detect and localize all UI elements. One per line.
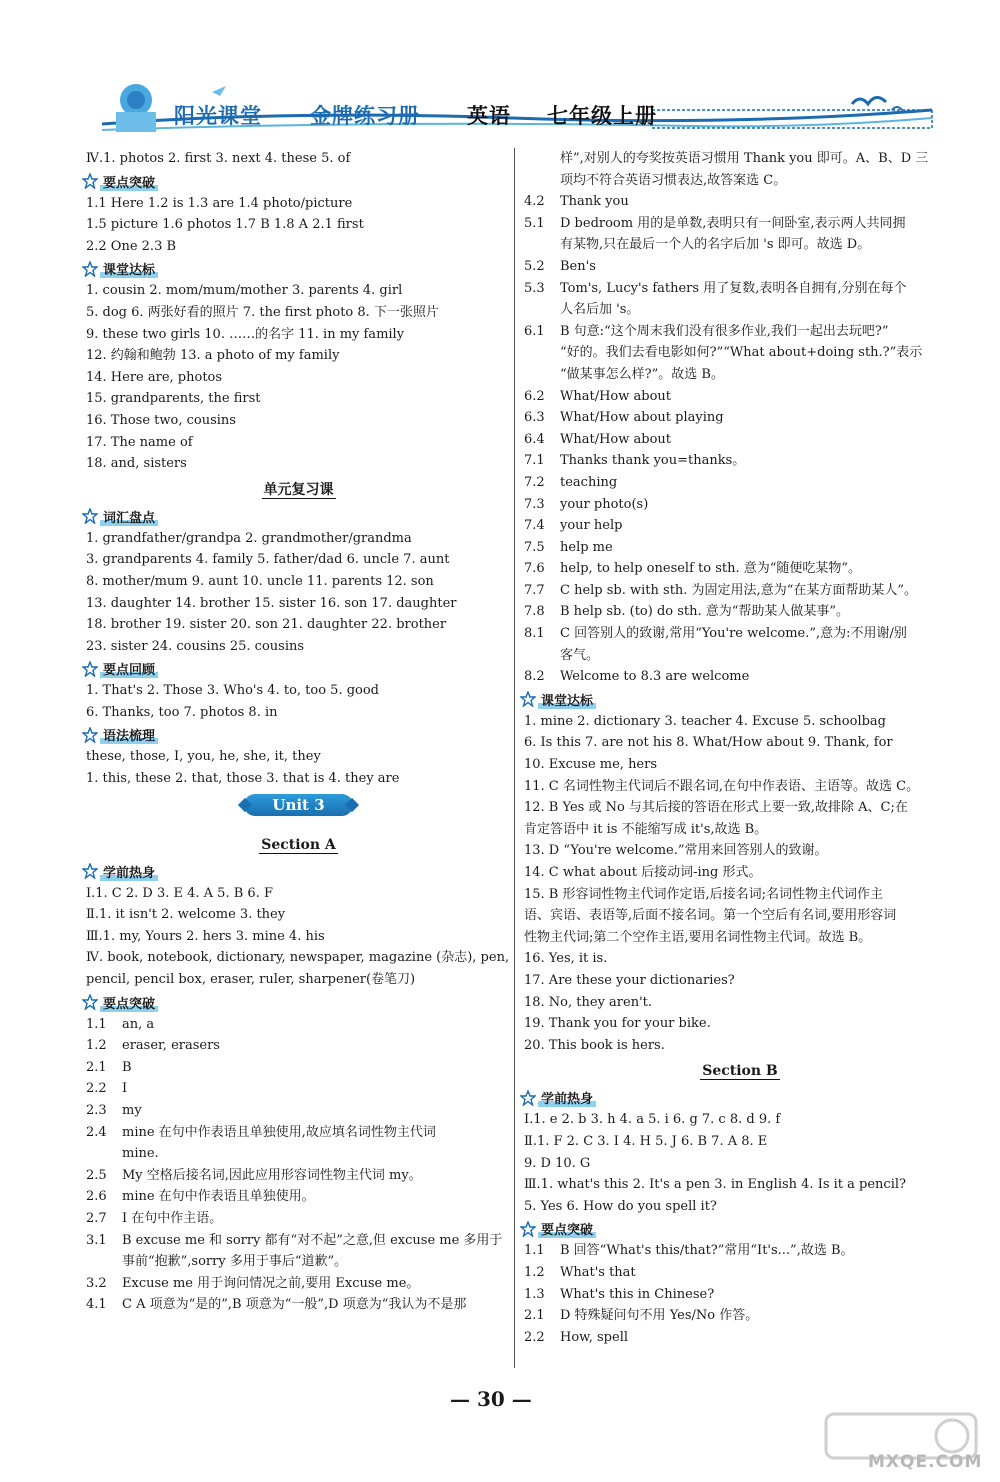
star-icon xyxy=(82,994,98,1010)
answer-line: 12. 约翰和鲍勃 13. a photo of my family xyxy=(86,348,340,364)
answer-line: 2.2 How, spell xyxy=(524,1329,629,1345)
star-icon xyxy=(520,1221,536,1237)
answer-line: 6.2 What/How about xyxy=(524,388,672,404)
answer-line: 事前“抱歉”,sorry 多用于事后“道歉”。 xyxy=(122,1254,348,1270)
answer-line: 10. Excuse me, hers xyxy=(524,757,658,773)
answer-line: 15. B 形容词性物主代词作定语,后接名词;名词性物主代词作主 xyxy=(524,886,884,902)
star-icon xyxy=(82,508,98,524)
answer-line: 11. C 名词性物主代词后不跟名词,在句中作表语、主语等。故选 C。 xyxy=(524,778,920,794)
answer-line: 2.6 mine 在句中作表语且单独使用。 xyxy=(86,1189,315,1205)
star-icon xyxy=(82,661,98,677)
grade-title: 七年级上册 xyxy=(547,104,657,128)
answer-line: 1.2 eraser, erasers xyxy=(86,1038,220,1054)
answer-line: 16. Those two, cousins xyxy=(86,412,236,428)
answer-line: 2.2 I xyxy=(86,1081,128,1097)
answer-line: 项均不符合英语习惯表达,故答案选 C。 xyxy=(560,172,787,188)
section-heading: 要点突破 xyxy=(82,991,511,1014)
answer-line: 20. This book is hers. xyxy=(524,1037,665,1053)
answer-line: 18. No, they aren't. xyxy=(524,994,653,1010)
answer-line: 有某物,只在最后一个人的名字后加 's 即可。故选 D。 xyxy=(560,237,871,253)
answer-line: 1.1 an, a xyxy=(86,1016,155,1032)
answer-line: 6.4 What/How about xyxy=(524,431,672,447)
answer-line: 13. daughter 14. brother 15. sister 16. son 17. daughter xyxy=(86,595,457,611)
answer-line: 人名后加 's。 xyxy=(560,302,640,318)
answer-line: 2.5 My 空格后接名词,因此应用形容词性物主代词 my。 xyxy=(86,1167,422,1183)
answer-line: 7.5 help me xyxy=(524,539,613,555)
section-heading: 要点回顾 xyxy=(82,657,511,680)
section-heading: 课堂达标 xyxy=(520,688,956,711)
answer-line: 1. grandfather/grandpa 2. grandmother/grandma xyxy=(86,530,412,546)
answer-line: 15. grandparents, the first xyxy=(86,391,261,407)
answer-line: Ⅰ.1. e 2. b 3. h 4. a 5. i 6. g 7. c 8. d 9. f xyxy=(524,1112,781,1128)
review-title: 单元复习课 xyxy=(263,481,334,498)
answer-line: 2.2 One 2.3 B xyxy=(86,238,177,254)
section-a-title: Section A xyxy=(261,836,336,853)
answer-line: Ⅱ.1. it isn't 2. welcome 3. they xyxy=(86,907,286,923)
answer-line: Ⅲ.1. what's this 2. It's a pen 3. in English 4. Is it a pencil? xyxy=(524,1177,906,1193)
star-icon xyxy=(520,691,536,707)
answer-line: pencil, pencil box, eraser, ruler, sharpener(卷笔刀) xyxy=(86,972,416,988)
answer-line: “好的。我们去看电影如何?”“What about+doing sth.?”表示 xyxy=(560,345,923,361)
answer-line: 4.2 Thank you xyxy=(524,194,629,210)
section-heading: 要点突破 xyxy=(82,170,511,193)
answer-line: 6.1 B 句意:“这个周末我们没有很多作业,我们一起出去玩吧?” xyxy=(524,323,889,339)
answer-line: 5. Yes 6. How do you spell it? xyxy=(524,1198,717,1214)
answer-line: 3.1 B excuse me 和 sorry 都有“对不起”之意,但 excuse me 多用于 xyxy=(86,1232,503,1248)
answer-line: 9. D 10. G xyxy=(524,1155,591,1171)
answer-line: 18. brother 19. sister 20. son 21. daughter 22. brother xyxy=(86,617,447,633)
answer-line: 8.1 C 回答别人的致谢,常用“You're welcome.”,意为:不用谢/别 xyxy=(524,626,907,642)
answer-line: 14. C what about 后接动词-ing 形式。 xyxy=(524,865,762,880)
answer-line: 14. Here are, photos xyxy=(86,369,223,385)
section-heading: 学前热身 xyxy=(520,1086,956,1109)
answer-line: 5. dog 6. 两张好看的照片 7. the first photo 8. 下一张照片 xyxy=(86,304,439,320)
star-icon xyxy=(82,863,98,879)
section-heading: 要点突破 xyxy=(520,1217,956,1240)
section-heading: 学前热身 xyxy=(82,860,511,883)
answer-line: 1.5 picture 1.6 photos 1.7 B 1.8 A 2.1 first xyxy=(86,217,364,233)
section-heading: 语法梳理 xyxy=(82,723,511,746)
answer-line: 2.1 D 特殊疑问句不用 Yes/No 作答。 xyxy=(524,1308,759,1324)
answer-line: 8.2 Welcome to 8.3 are welcome xyxy=(524,669,750,685)
answer-line: 19. Thank you for your bike. xyxy=(524,1016,711,1032)
answer-line: 7.2 teaching xyxy=(524,474,618,490)
answer-line: Ⅳ. book, notebook, dictionary, newspaper, magazine (杂志), pen, xyxy=(86,950,510,966)
answer-line: 5.1 D bedroom 用的是单数,表明只有一间卧室,表示两人共同拥 xyxy=(524,215,906,231)
page-number: — 30 — xyxy=(450,1387,532,1411)
star-icon xyxy=(82,173,98,189)
answer-line: 7.7 C help sb. with sth. 为固定用法,意为“在某方面帮助某人”。 xyxy=(524,582,917,598)
answer-line: 18. and, sisters xyxy=(86,456,187,472)
section-heading: 课堂达标 xyxy=(82,257,511,280)
answer-line: 9. these two girls 10. ……的名字 11. in my family xyxy=(86,326,405,342)
answer-line: 8. mother/mum 9. aunt 10. uncle 11. parents 12. son xyxy=(86,573,434,589)
answer-line: 4.1 C A 项意为“是的”,B 项意为“一般”,D 项意为“我认为不是那 xyxy=(86,1297,467,1313)
unit-badge: Unit 3 xyxy=(86,790,511,830)
answer-line: mine. xyxy=(122,1146,159,1162)
bird-icon xyxy=(852,97,886,104)
answer-line: 23. sister 24. cousins 25. cousins xyxy=(86,638,305,654)
answer-line: 性物主代词;第二个空作主语,要用名词性物主代词。故选 B。 xyxy=(524,929,872,945)
answer-line: 1.3 What's this in Chinese? xyxy=(524,1286,715,1302)
answer-line: 6. Thanks, too 7. photos 8. in xyxy=(86,704,278,720)
watermark-text: MXQE.COM xyxy=(868,1452,983,1472)
answer-line: Ⅰ.1. C 2. D 3. E 4. A 5. B 6. F xyxy=(86,885,273,901)
answer-line: 6. Is this 7. are not his 8. What/How about 9. Thank, for xyxy=(524,735,893,751)
subject-title: 英语 xyxy=(467,104,511,128)
answer-line: 样”,对别人的夸奖按英语习惯用 Thank you 即可。A、B、D 三 xyxy=(560,151,929,166)
answer-line: 3.2 Excuse me 用于询问情况之前,要用 Excuse me。 xyxy=(86,1275,420,1291)
answer-line: 7.3 your photo(s) xyxy=(524,496,649,512)
answer-line: 1. cousin 2. mom/mum/mother 3. parents 4. girl xyxy=(86,283,403,299)
answer-line: 7.1 Thanks thank you=thanks。 xyxy=(524,453,746,469)
answer-line: 7.6 help, to help oneself to sth. 意为“随便吃某物”。 xyxy=(524,561,862,577)
answer-line: Ⅱ.1. F 2. C 3. I 4. H 5. J 6. B 7. A 8. E xyxy=(524,1133,768,1149)
left-column xyxy=(86,148,511,1316)
answer-line: 5.3 Tom's, Lucy's fathers 用了复数,表明各自拥有,分别在每个 xyxy=(524,280,907,296)
answer-line: 12. B Yes 或 No 与其后接的答语在形式上要一致,故排除 A、C;在 xyxy=(524,800,908,816)
answer-line: 1. That's 2. Those 3. Who's 4. to, too 5. good xyxy=(86,683,380,699)
answer-line: 客气。 xyxy=(560,647,600,663)
answer-line: 16. Yes, it is. xyxy=(524,951,608,967)
answer-line: 1. mine 2. dictionary 3. teacher 4. Excuse 5. schoolbag xyxy=(524,713,887,729)
star-icon xyxy=(520,1090,536,1106)
series-title: 金牌练习册 xyxy=(310,104,420,128)
answer-line: 17. The name of xyxy=(86,434,193,450)
answer-line: 2.7 I 在句中作主语。 xyxy=(86,1210,223,1226)
star-icon xyxy=(82,727,98,743)
section-heading: 词汇盘点 xyxy=(82,505,511,528)
star-icon xyxy=(82,261,98,277)
answer-line: 1.2 What's that xyxy=(524,1264,636,1280)
brand-title: 阳光课堂 xyxy=(174,104,262,128)
answer-line: Ⅳ.1. photos 2. first 3. next 4. these 5. of xyxy=(86,151,351,166)
column-divider xyxy=(514,148,515,1368)
answer-line: 17. Are these your dictionaries? xyxy=(524,972,735,988)
section-b-title: Section B xyxy=(702,1063,778,1080)
answer-line: Ⅲ.1. my, Yours 2. hers 3. mine 4. his xyxy=(86,928,325,944)
header-banner xyxy=(92,80,942,136)
answer-line: 13. D “You're welcome.”常用来回答别人的致谢。 xyxy=(524,843,828,859)
answer-line: 2.3 my xyxy=(86,1103,142,1118)
answer-line: “做某事怎么样?”。故选 B。 xyxy=(560,366,724,382)
answer-line: 语、宾语、表语等,后面不接名词。第一个空后有名词,要用形容词 xyxy=(524,908,897,924)
answer-line: 7.8 B help sb. (to) do sth. 意为“帮助某人做某事”。 xyxy=(524,604,850,620)
answer-line: 肯定答语中 it is 不能缩写成 it's,故选 B。 xyxy=(524,821,768,837)
answer-line: 7.4 your help xyxy=(524,518,623,534)
answer-line: 1. this, these 2. that, those 3. that is 4. they are xyxy=(86,771,400,787)
answer-line: 6.3 What/How about playing xyxy=(524,410,724,426)
answer-line: 2.1 B xyxy=(86,1059,132,1075)
answer-line: 1.1 Here 1.2 is 1.3 are 1.4 photo/picture xyxy=(86,195,353,211)
answer-line: 2.4 mine 在句中作表语且单独使用,故应填名词性物主代词 xyxy=(86,1124,436,1140)
answer-line: 5.2 Ben's xyxy=(524,258,596,274)
answer-line: 3. grandparents 4. family 5. father/dad 6. uncle 7. aunt xyxy=(86,552,450,568)
answer-line: 1.1 B 回答“What's this/that?”常用“It's...”,故选 B。 xyxy=(524,1243,854,1259)
right-column xyxy=(524,148,956,1348)
answer-line: these, those, I, you, he, she, it, they xyxy=(86,749,321,765)
